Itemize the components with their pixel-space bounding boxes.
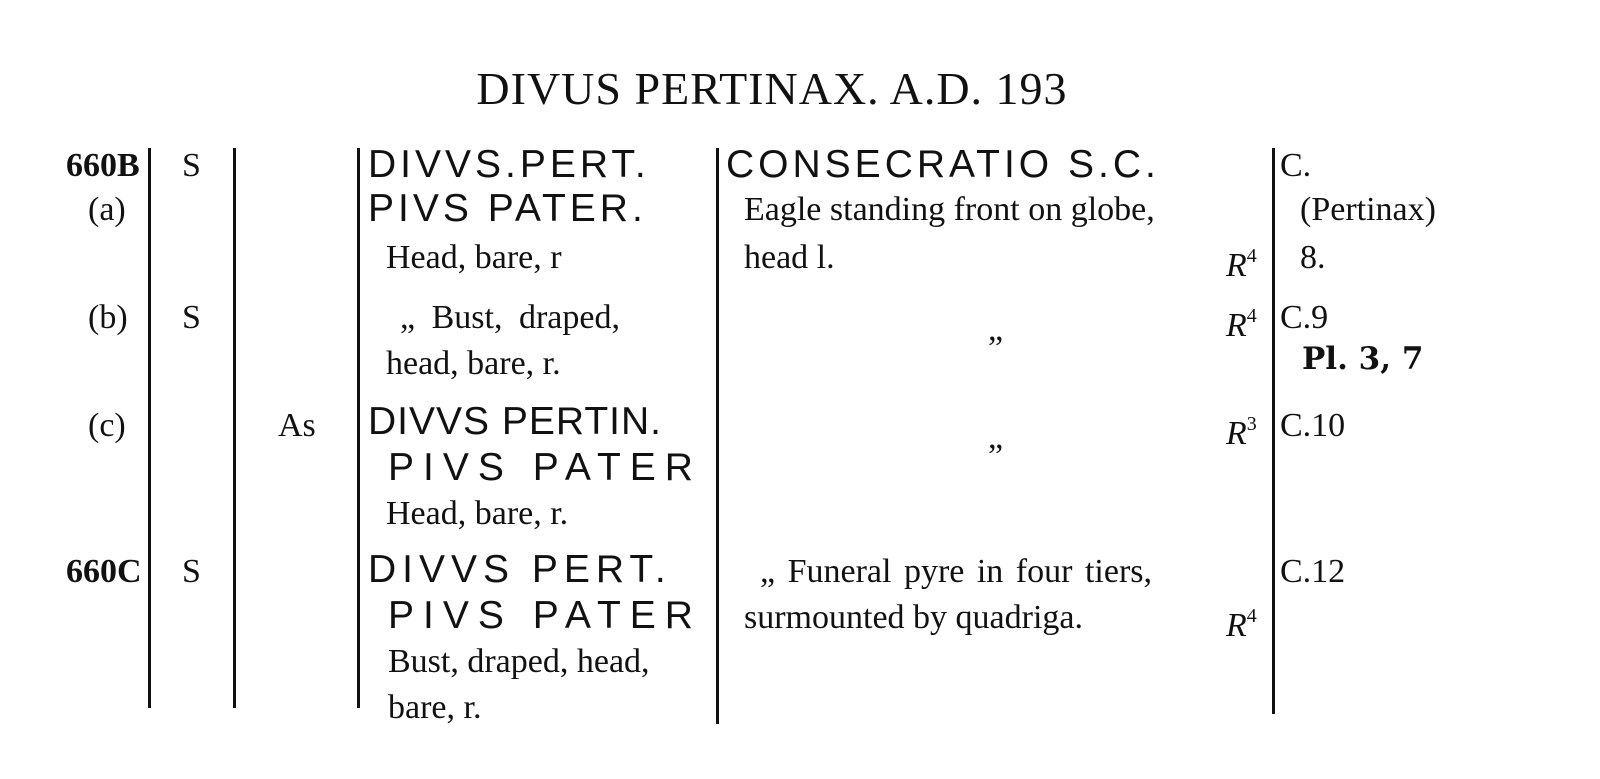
reverse-description: „: [988, 419, 1004, 456]
obverse-description: Head, bare, r.: [386, 495, 569, 532]
rarity-letter: R: [1226, 607, 1247, 644]
entry-metal: S: [182, 553, 201, 590]
reverse-description: head l.: [744, 239, 835, 276]
reference: C.: [1280, 147, 1312, 184]
rarity-grade: 4: [1246, 605, 1257, 627]
rarity-mark: [1226, 296, 1257, 346]
obverse-description: head, bare, r.: [386, 345, 561, 382]
column-rule: [148, 148, 151, 708]
entry-number: 660B: [66, 147, 140, 184]
rarity-letter: R: [1226, 247, 1247, 284]
obverse-description: Head, bare, r: [386, 239, 562, 276]
reverse-description: Eagle standing front on globe,: [744, 191, 1155, 228]
reference: (Pertinax): [1300, 191, 1436, 228]
page-title: DIVUS PERTINAX. A.D. 193: [476, 63, 1068, 114]
entry-denomination: As: [278, 407, 316, 444]
obverse-description: Bust, draped, head,: [388, 643, 650, 680]
obverse-legend-line: PIVS PATER: [388, 446, 702, 489]
plate-reference: Pl. 3, 7: [1302, 341, 1424, 377]
entry-metal: S: [182, 147, 201, 184]
obverse-legend-line: DIVVS PERT.: [368, 548, 672, 591]
reference: 8.: [1300, 239, 1326, 276]
obverse-legend-line: PIVS PATER: [388, 594, 702, 637]
entry-number: 660C: [66, 553, 142, 590]
entry-variant: (a): [88, 191, 126, 228]
rarity-grade: 4: [1246, 245, 1257, 267]
rarity-grade: 4: [1246, 305, 1257, 327]
rarity-mark: [1226, 236, 1257, 286]
obverse-legend-line: DIVVS.PERT.: [368, 143, 650, 186]
rarity-mark: [1226, 596, 1257, 646]
reverse-description: „ Funeral pyre in four tiers,: [760, 553, 1152, 590]
rarity-grade: 3: [1246, 413, 1257, 435]
reference: C.12: [1280, 553, 1346, 590]
column-rule: [1272, 148, 1275, 714]
entry-variant: (b): [88, 299, 128, 336]
obverse-description: bare, r.: [388, 689, 482, 726]
reference: C.9: [1280, 299, 1329, 336]
entry-metal: S: [182, 299, 201, 336]
rarity-letter: R: [1226, 307, 1247, 344]
obverse-legend-line: PIVS PATER.: [368, 187, 647, 230]
obverse-legend-line: DIVVS PERTIN.: [368, 400, 663, 443]
reverse-description: „: [988, 311, 1004, 348]
obverse-description: „ Bust, draped,: [400, 299, 620, 336]
reverse-legend: CONSECRATIO S.C.: [726, 143, 1160, 186]
column-rule: [357, 148, 360, 708]
rarity-letter: R: [1226, 415, 1247, 452]
column-rule: [716, 148, 719, 724]
rarity-mark: [1226, 404, 1257, 454]
entry-variant: (c): [88, 407, 126, 444]
reverse-description: surmounted by quadriga.: [744, 599, 1083, 636]
reference: C.10: [1280, 407, 1346, 444]
column-rule: [233, 148, 236, 708]
